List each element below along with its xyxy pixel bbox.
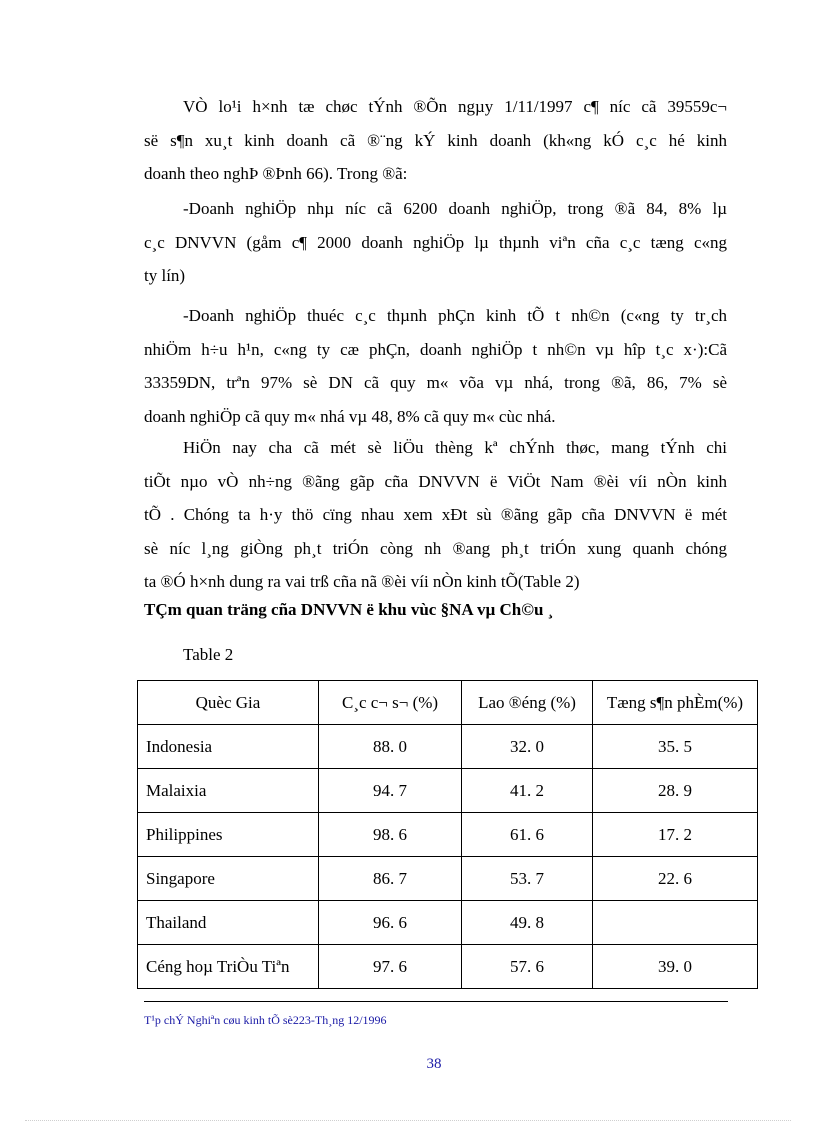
page-number: 38 bbox=[426, 1056, 442, 1072]
paragraph-line: doanh nghiÖp cã quy m« nhá vµ 48, 8% cã quy m« cùc nhá. bbox=[144, 406, 556, 426]
paragraph-line: së s¶n xu¸t kinh doanh cã ®¨ng kÝ kinh doanh (kh«ng kÓ c¸c hé kinh bbox=[144, 130, 727, 150]
footnote-divider bbox=[144, 1001, 728, 1002]
country-cell: Philippines bbox=[138, 813, 319, 857]
country-cell: Thailand bbox=[138, 901, 319, 945]
paragraph-line: ta ®Ó h×nh dung ra vai trß cña nã ®èi víi nÒn kinh tÕ(Table 2) bbox=[144, 572, 580, 591]
paragraph-line: 33359DN, trªn 97% sè DN cã quy m« võa vµ nhá, trong ®ã, 86, 7% sè bbox=[144, 373, 727, 392]
value-cell: 35. 5 bbox=[593, 725, 758, 769]
data-table bbox=[137, 680, 758, 989]
value-cell: 53. 7 bbox=[462, 857, 593, 901]
value-cell: 86. 7 bbox=[319, 857, 462, 901]
table-row bbox=[138, 813, 758, 857]
paragraph-1 bbox=[144, 90, 727, 191]
paragraph-2 bbox=[144, 192, 727, 293]
value-cell: 32. 0 bbox=[462, 725, 593, 769]
paragraph-line: sè níc l¸ng giÒng ph¸t triÓn còng nh ®ang ph¸t triÓn xung quanh chóng bbox=[144, 538, 727, 558]
country-cell: Malaixia bbox=[138, 769, 319, 813]
header-establishments: C¸c c¬ s¬ (%) bbox=[319, 681, 462, 725]
value-cell: 98. 6 bbox=[319, 813, 462, 857]
table-header-row bbox=[138, 681, 758, 725]
value-cell: 57. 6 bbox=[462, 945, 593, 989]
table-row bbox=[138, 725, 758, 769]
paragraph-line: doanh theo nghÞ ®Þnh 66). Trong ®ã: bbox=[144, 164, 408, 183]
country-cell: Singapore bbox=[138, 857, 319, 901]
table-row bbox=[138, 769, 758, 813]
paragraph-4 bbox=[144, 431, 727, 599]
paragraph-line: ty lín) bbox=[144, 266, 186, 285]
table-row bbox=[138, 901, 758, 945]
value-cell: 39. 0 bbox=[593, 945, 758, 989]
paragraph-line: tiÕt nµo vÒ nh÷ng ®ãng gãp cña DNVVN ë ViÖt Nam ®èi víi nÒn kinh bbox=[144, 471, 727, 491]
header-gdp: Tæng s¶n phÈm(%) bbox=[593, 681, 758, 725]
value-cell: 28. 9 bbox=[593, 769, 758, 813]
value-cell bbox=[593, 901, 758, 945]
country-cell: Céng hoµ TriÒu Tiªn bbox=[138, 945, 319, 989]
value-cell: 61. 6 bbox=[462, 813, 593, 857]
value-cell: 96. 6 bbox=[319, 901, 462, 945]
section-heading: TÇm quan träng cña DNVVN ë khu vùc §NA vµ Ch©u ¸ bbox=[144, 600, 554, 619]
table-row bbox=[138, 945, 758, 989]
table-row bbox=[138, 857, 758, 901]
value-cell: 97. 6 bbox=[319, 945, 462, 989]
value-cell: 88. 0 bbox=[319, 725, 462, 769]
paragraph-line: tÕ . Chóng ta h·y thö cïng nhau xem xÐt sù ®ãng gãp cña DNVVN ë mét bbox=[144, 505, 727, 524]
paragraph-line: -Doanh nghiÖp thuéc c¸c thµnh phÇn kinh tÕ t nh©n (c«ng ty tr¸ch bbox=[183, 306, 727, 325]
paragraph-line: VÒ lo¹i h×nh tæ chøc tÝnh ®Õn ngµy 1/11/1997 c¶ níc cã 39559c¬ bbox=[183, 97, 727, 116]
paragraph-line: c¸c DNVVN (gåm c¶ 2000 doanh nghiÖp lµ thµnh viªn cña c¸c tæng c«ng bbox=[144, 232, 727, 252]
paragraph-line: nhiÖm h÷u h¹n, c«ng ty cæ phÇn, doanh nghiÖp t nh©n vµ hîp t¸c x·):Cã bbox=[144, 339, 727, 359]
paragraph-line: -Doanh nghiÖp nhµ níc cã 6200 doanh nghiÖp, trong ®ã 84, 8% lµ bbox=[183, 199, 727, 218]
paragraph-3 bbox=[144, 299, 727, 433]
header-country: Quèc Gia bbox=[138, 681, 319, 725]
table-caption: Table 2 bbox=[183, 645, 234, 664]
value-cell: 49. 8 bbox=[462, 901, 593, 945]
paragraph-line: HiÖn nay cha cã mét sè liÖu thèng kª chÝnh thøc, mang tÝnh chi bbox=[183, 438, 727, 457]
value-cell: 17. 2 bbox=[593, 813, 758, 857]
value-cell: 94. 7 bbox=[319, 769, 462, 813]
footnote: T¹p chÝ Nghiªn cøu kinh tÕ sè223-Th¸ng 12/1996 bbox=[144, 1013, 387, 1027]
country-cell: Indonesia bbox=[138, 725, 319, 769]
value-cell: 22. 6 bbox=[593, 857, 758, 901]
value-cell: 41. 2 bbox=[462, 769, 593, 813]
header-labour: Lao ®éng (%) bbox=[462, 681, 593, 725]
page-bottom-border bbox=[25, 1120, 791, 1121]
